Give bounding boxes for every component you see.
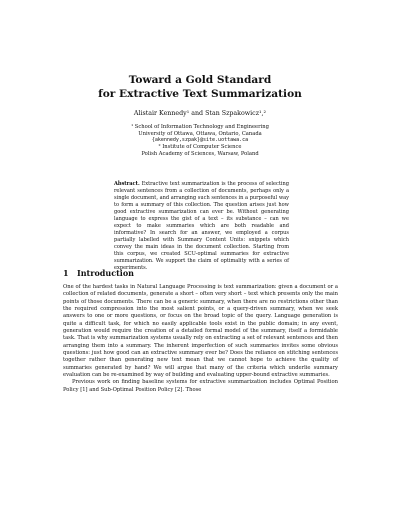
section-heading: [63, 268, 134, 278]
author-emails: {akennedy,szpak}@site.uottawa.ca: [151, 137, 249, 144]
abstract-text: Extractive text summarization is the process of selecting relevant sentences from a collection of documents, perhaps only a single document, and arranging such sentences in a purposeful way to form a summary of this collection. The question arises just how good extractive summarization can ever be. Without generating language to express the gist of a text – its substance – can we expect to make summaries which are both readable and informative? In search for an answer, we employed a corpus partially labelled with Summary Content Units: snippets which convey the main ideas in the document collection. Starting from this corpus, we created SCU-optimal summaries for extractive summarization. We support the claim of optimality with a series of experiments.: [114, 181, 289, 271]
abstract-label: Abstract.: [114, 181, 140, 187]
affiliation-line: Polish Academy of Sciences, Warsaw, Poland: [141, 150, 259, 157]
affiliations: [0, 124, 400, 158]
affiliation-line: ² Institute of Computer Science: [158, 144, 242, 151]
affiliation-line: University of Ottawa, Ottawa, Ontario, Canada: [138, 130, 262, 137]
paper-title: [0, 73, 400, 101]
author-list: Alistair Kennedy¹ and Stan Szpakowicz¹,²: [133, 110, 267, 117]
title-line-1: Toward a Gold Standard: [128, 74, 272, 86]
title-line-2: for Extractive Text Summarization: [98, 88, 302, 100]
affiliation-line: ¹ School of Information Technology and Engineering: [131, 124, 269, 130]
section-title: Introduction: [77, 268, 134, 278]
abstract: [114, 181, 289, 272]
paragraph: Previous work on finding baseline systems for extractive summarization includes Optimal Position Policy [1] and Sub-Optimal Position Policy [2]. Those: [63, 379, 338, 393]
body-text: [63, 284, 338, 394]
paragraph: One of the hardest tasks in Natural Language Processing is text summarization: given a document or a collection of related documents, generate a short – often very short – text which presents only the main points of those documents. There can be a generic summary, when there are no restrictions other than the required compression into the most salient points, or a query-driven summary, when we seek answers to one or more questions, or focus on the broad topic of the query. Language generation is quite a difficult task, for which no easily applicable tools exist in the public domain; in any event, generation would require the creation of a detailed formal model of the summary, itself a formidable task. That is why summarization systems usually rely on extracting a set of relevant sentences and then arranging them into a summary. The inherent imperfection of such summaries invites some obvious questions: just how good can an extractive summary ever be? Does the reliance on stitching sentences together rather than generating new text mean that we cannot hope to achieve the quality of summaries generated by hand? We will argue that many of the criteria which underlie summary evaluation can be re-examined by way of building and evaluating upper-bound extractive summaries.: [63, 284, 338, 379]
section-number: 1: [63, 268, 69, 278]
